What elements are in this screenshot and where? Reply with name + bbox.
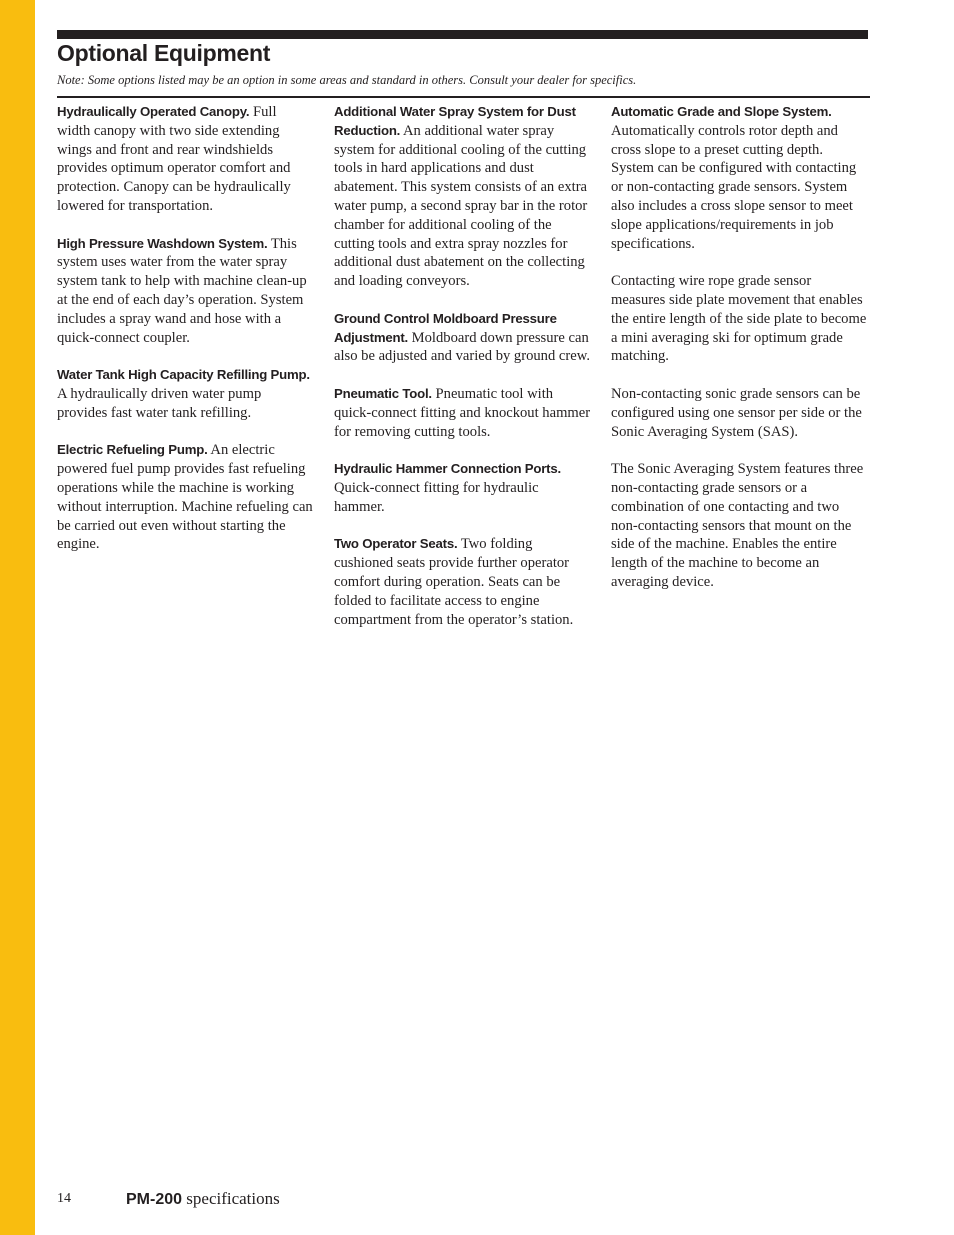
- item-text: Quick-connect fitting for hydraulic hammer.: [334, 479, 539, 515]
- item-heading: Hydraulically Operated Canopy.: [57, 104, 250, 119]
- page-note: Note: Some options listed may be an option in some areas and standard in others. Consult your dealer for specifics.: [57, 73, 637, 87]
- item-text: Moldboard down pressure can also be adjusted and varied by ground crew.: [334, 329, 590, 365]
- page-title: Optional Equipment: [57, 40, 271, 66]
- item-text: Automatically controls rotor depth and cross slope to a preset cutting depth. System can be configured with contacting or non-contacting grade sensors. System also includes a cross slope sensor to meet slope applications/requirements in job specifications.: [611, 122, 857, 252]
- equipment-item: [57, 235, 313, 348]
- item-text: Pneumatic tool with quick-connect fitting and knockout hammer for removing cutting tools.: [334, 385, 591, 440]
- equipment-item: [57, 441, 313, 554]
- column-2: [334, 103, 592, 648]
- item-text: This system uses water from the water spray system tank to help with machine clean-up at the end of each day’s operation. System includes a spray wand and hose with a quick-connect coupler.: [57, 235, 307, 346]
- footer-title: [126, 1189, 280, 1209]
- item-heading: Electric Refueling Pump.: [57, 442, 208, 458]
- equipment-item: [57, 366, 313, 422]
- item-heading: Water Tank High Capacity Refilling Pump.: [57, 367, 310, 383]
- footer-model: PM-200: [126, 1191, 183, 1208]
- item-text: A hydraulically driven water pump provides fast water tank refilling.: [57, 385, 262, 421]
- equipment-item: [57, 103, 313, 216]
- item-text: Full width canopy with two side extending wings and front and rear windshields provides optimum operator comfort and protection. Canopy can be hydraulically lowered for transportation.: [57, 104, 291, 214]
- item-heading: Ground Control Moldboard Pressure Adjustment.: [334, 310, 557, 345]
- header-top-rule: [57, 30, 868, 39]
- equipment-item: [334, 535, 592, 629]
- item-text: An additional water spray system for additional cooling of the cutting tools in hard applications and dust abatement. This system consists of an extra water pump, a second spray bar in the rotor chamber for additional cooling of the cutting tools and extra spray nozzles for additional dust abatement on the collecting and loading conveyors.: [334, 122, 588, 290]
- equipment-paragraph: [611, 460, 869, 592]
- item-text: Contacting wire rope grade sensor measures side plate movement that enables the entire length of the side plate to become a mini averaging ski for optimum grade matching.: [611, 273, 867, 365]
- item-heading: Automatic Grade and Slope System.: [611, 104, 832, 119]
- item-text: The Sonic Averaging System features three non-contacting grade sensors or a combination of one contacting and two non-contacting sensors that mount on the side of the machine. Enables the entire length of the machine to become an averaging device.: [611, 461, 864, 590]
- equipment-item: [334, 460, 592, 516]
- equipment-paragraph: [611, 272, 869, 366]
- equipment-item: [334, 103, 592, 291]
- equipment-item: [334, 385, 592, 441]
- footer-label: specifications: [186, 1189, 280, 1208]
- item-heading: Hydraulic Hammer Connection Ports.: [334, 461, 561, 477]
- item-text: An electric powered fuel pump provides fast refueling operations while the machine is working without interruption. Machine refueling can be carried out even without starting the engine.: [57, 442, 313, 553]
- item-heading: Pneumatic Tool.: [334, 385, 432, 401]
- equipment-item: [611, 103, 869, 253]
- equipment-paragraph: [611, 385, 869, 441]
- page-number: 14: [57, 1191, 71, 1206]
- column-1: [57, 103, 313, 573]
- column-3: [611, 103, 869, 611]
- item-text: Non-contacting sonic grade sensors can be configured using one sensor per side or the Sonic Averaging System (SAS).: [611, 385, 862, 440]
- accent-side-bar: [0, 0, 35, 1235]
- item-text: Two folding cushioned seats provide further operator comfort during operation. Seats can be folded to facilitate access to engine compartment from the operator’s station.: [334, 536, 574, 628]
- item-heading: High Pressure Washdown System.: [57, 235, 268, 251]
- equipment-item: [334, 310, 592, 366]
- header-divider: [57, 96, 870, 98]
- item-heading: Two Operator Seats.: [334, 536, 458, 552]
- item-heading: Additional Water Spray System for Dust Reduction.: [334, 104, 576, 138]
